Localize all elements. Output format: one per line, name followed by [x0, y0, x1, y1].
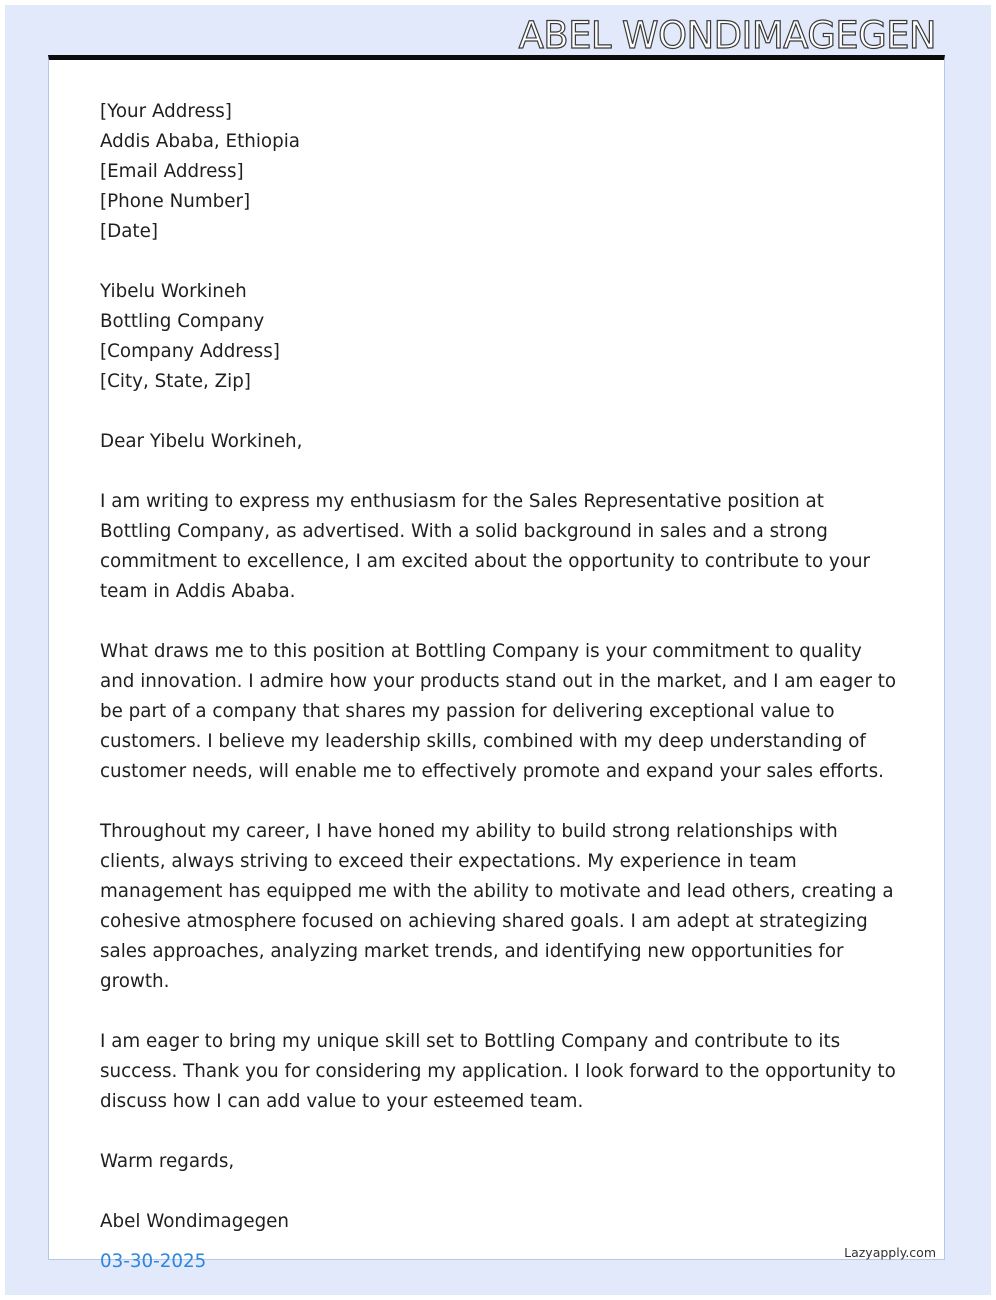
- sender-city: Addis Ababa, Ethiopia: [100, 131, 301, 152]
- spacer: [100, 457, 900, 487]
- sender-date: [Date]: [100, 221, 158, 242]
- spacer: [100, 787, 900, 817]
- spacer: [100, 247, 900, 277]
- spacer: [100, 997, 900, 1027]
- salutation: Dear Yibelu Workineh,: [100, 431, 303, 452]
- recipient-address: [Company Address]: [100, 341, 280, 362]
- recipient-company: Bottling Company: [100, 311, 265, 332]
- sender-phone: [Phone Number]: [100, 191, 251, 212]
- footer-brand: Lazyapply.com: [844, 1245, 936, 1260]
- letter-date: 03-30-2025: [100, 1251, 207, 1272]
- spacer: [100, 1117, 900, 1147]
- sender-email: [Email Address]: [100, 161, 244, 182]
- recipient-block: [100, 277, 900, 397]
- spacer: [100, 1177, 900, 1207]
- body-paragraph-4: I am eager to bring my unique skill set to Bottling Company and contribute to its success. Thank you for considering my application. I look forward to the opportunity to discuss how I can add value to your esteemed team.: [100, 1031, 896, 1112]
- body-paragraph-2: What draws me to this position at Bottling Company is your commitment to quality and innovation. I admire how your products stand out in the market, and I am eager to be part of a company that shares my passion for delivering exceptional value to customers. I believe my leadership skills, combined with my deep understanding of customer needs, will enable me to effectively promote and expand your sales efforts.: [100, 641, 897, 782]
- body-paragraph-3: Throughout my career, I have honed my ability to build strong relationships with clients, always striving to exceed their expectations. My experience in team management has equipped me with the ability to motivate and lead others, creating a cohesive atmosphere focused on achieving shared goals. I am adept at strategizing sales approaches, analyzing market trends, and identifying new opportunities for growth.: [100, 821, 894, 992]
- body-paragraph-1: I am writing to express my enthusiasm for the Sales Representative position at Bottling Company, as advertised. With a solid background in sales and a strong commitment to excellence, I am excited about the opportunity to contribute to your team in Addis Ababa.: [100, 491, 871, 602]
- closing: Warm regards,: [100, 1151, 235, 1172]
- recipient-city-state-zip: [City, State, Zip]: [100, 371, 251, 392]
- spacer: [100, 397, 900, 427]
- signature-name: Abel Wondimagegen: [100, 1211, 290, 1232]
- applicant-name-heading: ABEL WONDIMAGEGEN: [518, 14, 936, 57]
- spacer: [100, 607, 900, 637]
- letter-body: [100, 97, 900, 1277]
- recipient-name: Yibelu Workineh: [100, 281, 247, 302]
- sender-block: [100, 97, 900, 247]
- sender-address: [Your Address]: [100, 101, 232, 122]
